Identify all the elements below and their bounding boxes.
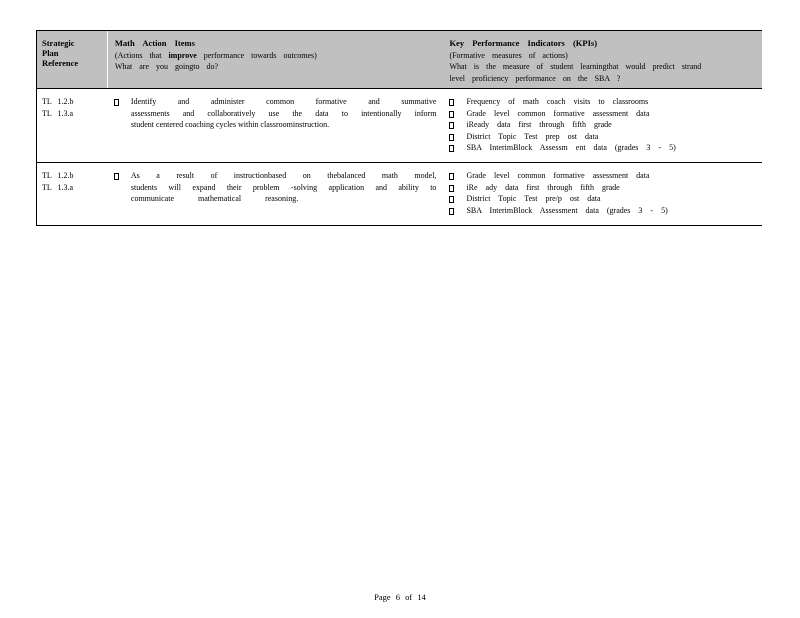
header-col1-line: Reference [42, 58, 79, 68]
action-text-line: student centered coaching cycles within classroominstruction. [130, 120, 330, 129]
header-math-action-items [107, 31, 443, 88]
reference-cell [37, 89, 107, 162]
list-item: Grade level common formative assessment data [449, 170, 756, 182]
action-text-line: As a result of instructionbased on thebalanced math model, [130, 171, 437, 180]
action-text-line: students will expand their problem -solving application and ability to [130, 182, 437, 192]
checkbox-bullet-icon [449, 122, 454, 129]
kpi-cell [442, 89, 762, 162]
action-cell [107, 163, 443, 225]
header-col3-question-cont: level proficiency performance on the SBA ? [449, 73, 621, 83]
action-plan-table [36, 30, 762, 226]
reference-code: TL 1.3.a [42, 182, 74, 192]
header-col2-subtitle: (Actions that improve performance towards outcomes) [114, 50, 317, 60]
page-number: Page 6 of 14 [374, 592, 426, 602]
action-text-line: Identify and administer common formative and summative [130, 97, 437, 106]
checkbox-bullet-icon [114, 99, 119, 106]
kpi-cell [442, 163, 762, 225]
list-item: iRe ady data first through fifth grade [449, 182, 756, 194]
list-item [114, 96, 437, 131]
reference-code: TL 1.2.b [42, 171, 74, 180]
checkbox-bullet-icon [449, 173, 454, 180]
checkbox-bullet-icon [449, 111, 454, 118]
table-row [37, 88, 762, 162]
action-text-line: communicate mathematical reasoning. [130, 194, 299, 203]
header-col3-subtitle: (Formative measures of actions) [449, 50, 568, 60]
checkbox-bullet-icon [114, 173, 119, 180]
reference-code: TL 1.2.b [42, 97, 74, 106]
list-item: Frequency of math coach visits to classrooms [449, 96, 756, 108]
reference-code: TL 1.3.a [42, 108, 74, 118]
header-col1-line: Plan [42, 48, 59, 58]
header-col1-line: Strategic [42, 38, 75, 48]
list-item: District Topic Test prep ost data [449, 131, 756, 143]
header-col3-question: What is the measure of student learningthat would predict strand [449, 62, 702, 71]
checkbox-bullet-icon [449, 196, 454, 203]
checkbox-bullet-icon [449, 208, 454, 215]
list-item: iReady data first through fifth grade [449, 119, 756, 131]
checkbox-bullet-icon [449, 145, 454, 152]
header-col2-title: Math Action Items [114, 38, 195, 48]
header-strategic-plan-reference [37, 31, 107, 88]
checkbox-bullet-icon [449, 134, 454, 141]
header-col3-title: Key Performance Indicators (KPIs) [449, 38, 598, 48]
list-item [114, 170, 437, 205]
table-row [37, 162, 762, 225]
action-cell [107, 89, 443, 162]
list-item: District Topic Test pre/p ost data [449, 193, 756, 205]
checkbox-bullet-icon [449, 185, 454, 192]
table-header-row [37, 31, 762, 88]
list-item: SBA InterimBlock Assessm ent data (grades 3 - 5) [449, 142, 756, 154]
reference-cell [37, 163, 107, 225]
header-kpis [442, 31, 762, 88]
list-item: Grade level common formative assessment data [449, 108, 756, 120]
action-text-line: assessments and collaboratively use the data to intentionally inform [130, 108, 437, 118]
list-item: SBA InterimBlock Assessment data (grades 3 - 5) [449, 205, 756, 217]
header-col2-question: What are you goingto do? [114, 62, 218, 71]
checkbox-bullet-icon [449, 99, 454, 106]
